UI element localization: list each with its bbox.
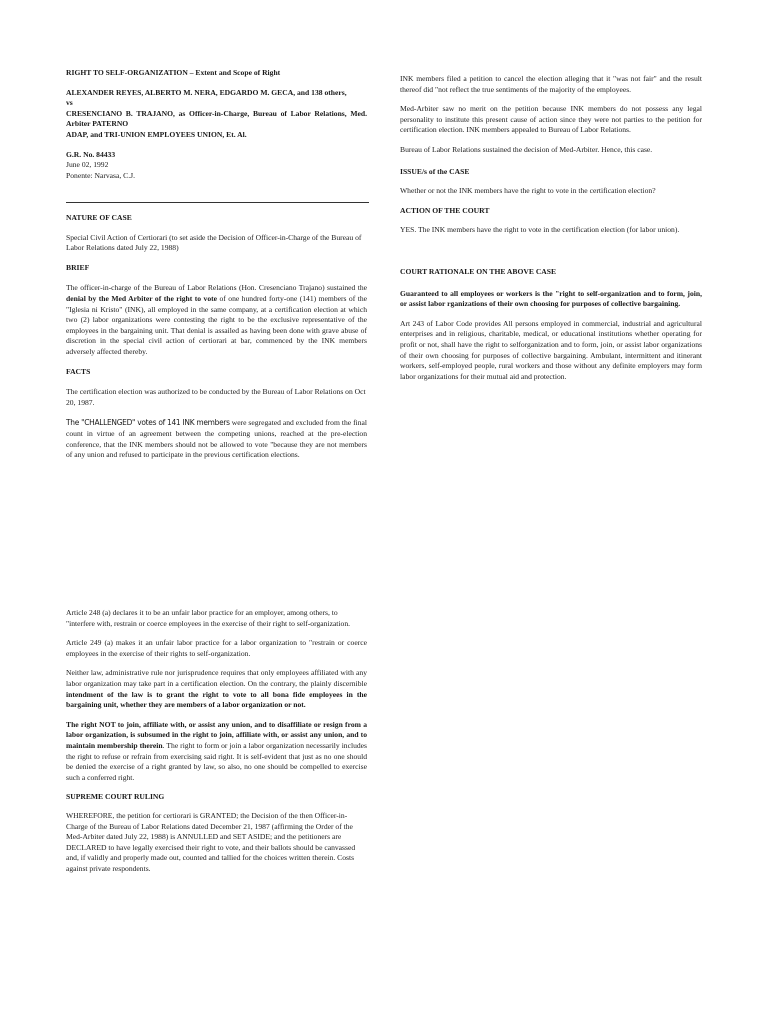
facts-paragraph-5: Bureau of Labor Relations sustained the decision of Med-Arbiter. Hence, this case. (400, 144, 653, 154)
decision-date: June 02, 1992 (66, 160, 109, 170)
article-248: Article 248 (a) declares it to be an unfair labor practice for an employer, among others, to "interfere with, restrain or coerce employees in the exercise of their right to self-organization. (66, 608, 351, 628)
facts-paragraph-3: INK members filed a petition to cancel the election alleging that it "was not fair" and the result thereof did "not reflect the true sentiments of the majority of the employees. (400, 74, 702, 94)
brief-text: The officer-in-charge of the Bureau of Labor Relations (Hon. Cresenciano Trajano) sustained the denial by the Med Arbiter of the right to vote of one hundred forty-one (141) members of the "Iglesia ni Kristo" (INK), all employed in the same company, at a certification election at which two (2) labor organizations were contesting the right to be the exclusive representative of the employees in the bargaining unit. That denial is assailed as having been done with grave abuse of discretion in the special civil action of certiorari at bar, commenced by the INK members adversely affected thereby. (66, 283, 367, 356)
issue-text: Whether or not the INK members have the right to vote in the certification election? (400, 186, 656, 196)
facts-paragraph-2: The "CHALLENGED" votes of 141 INK members were segregated and excluded from the final count in virtue of an agreement between the competing unions, reached at the pre-election conference, that the INK members should not be allowed to vote "because they are not members of any union and refused to participate in the previous certification elections. (66, 417, 367, 460)
gr-number: G.R. No. 84433 (66, 149, 116, 159)
nature-text: Special Civil Action of Certiorari (to set aside the Decision of Officer-in-Charge of the Bureau of Labor Relations dated July 22, 1988) (66, 232, 362, 253)
rationale-heading: COURT RATIONALE ON THE ABOVE CASE (400, 266, 557, 276)
rationale-text: Art 243 of Labor Code provides All persons employed in commercial, industrial and agricultural enterprises and in religious, charitable, medical, or educational institutions whether operating for profit or not, shall have the right to selforganization and to form, join, or assist labor organizations of their own choosing for purposes of collective bargaining. Ambulant, intermittent and itinerant workers, self-employed people, rural workers and those without any definite employers may form labor organizations for their mutual aid and protection. (400, 318, 702, 381)
petitioners: ALEXANDER REYES, ALBERTO M. NERA, EDGARDO M. GECA, and 138 others, (66, 87, 347, 97)
nature-heading: NATURE OF CASE (66, 213, 132, 222)
action-heading: ACTION OF THE COURT (400, 205, 490, 215)
issue-heading: ISSUE/s of the CASE (400, 166, 470, 176)
case-caption (66, 88, 367, 141)
ruling-heading: SUPREME COURT RULING (66, 792, 165, 802)
case-meta (66, 150, 367, 182)
document-title: RIGHT TO SELF-ORGANIZATION – Extent and Scope of Right (66, 68, 281, 77)
right-column (400, 74, 702, 391)
article-249: Article 249 (a) makes it an unfair labor practice for a labor organization to "restrain or coerce employees in the exercise of their rights to self-organization. (66, 638, 367, 658)
action-text: YES. The INK members have the right to vote in the certification election (for labor union). (400, 225, 680, 235)
facts-paragraph-1: The certification election was authorized to be conducted by the Bureau of Labor Relations on Oct 20, 1987. (66, 387, 366, 407)
section-divider (66, 202, 369, 203)
facts-heading: FACTS (66, 366, 91, 376)
rationale-statement: Guaranteed to all employees or workers is the "right to self-organization and to form, join, or assist labor rganizations of their own choosing for purposes of collective bargaining. (400, 288, 702, 309)
ponente: Ponente: Narvasa, C.J. (66, 170, 135, 180)
left-column-sections (66, 213, 367, 470)
right-not-to-join: The right NOT to join, affiliate with, or assist any union, and to disaffiliate or resign from a labor organization, is subsumed in the right to join, affiliate with, or assist any union, and to maintain membership therein. The right to form or join a labor organization necessarily includes the right to refuse or refrain from exercising said right. It is self-evident that just as no one should be denied the exercise of a right granted by law, so also, no one should be compelled to exercise such a conferred right. (66, 719, 367, 782)
respondents-cont: ADAP, and TRI-UNION EMPLOYEES UNION, Et. Al. (66, 129, 247, 139)
left-column-top (66, 68, 367, 181)
law-intendment: Neither law, administrative rule nor jurisprudence requires that only employees affiliated with any labor organization may take part in a certification election. On the contrary, the plainly discernible intendment of the law is to grant the right to vote to all bona fide employees in the bargaining unit, whether they are members of a labor organization or not. (66, 668, 367, 710)
left-column-bottom (66, 608, 367, 883)
respondents: CRESENCIANO B. TRAJANO, as Officer-in-Charge, Bureau of Labor Relations, Med. Arbiter PATERNO (66, 108, 367, 129)
ruling-text: WHEREFORE, the petition for certiorari is GRANTED; the Decision of the then Officer-in-Charge of the Bureau of Labor Relations dated December 21, 1987 (affirming the Order of the Med-Arbiter dated July 22, 1988) is ANNULLED and SET ASIDE; and the petitioners are DECLARED to have legally exercised their right to vote, and their ballots should be canvassed and, if validly and properly made out, counted and tallied for the choices written therein. Costs against private respondents. (66, 810, 356, 873)
versus: vs (66, 98, 73, 108)
facts-paragraph-4: Med-Arbiter saw no merit on the petition because INK members do not possess any legal personality to institute this present cause of action since they were not parties to the petition for certification election. INK members appealed to Bureau of Labor Relations. (400, 104, 702, 135)
brief-heading: BRIEF (66, 262, 90, 272)
